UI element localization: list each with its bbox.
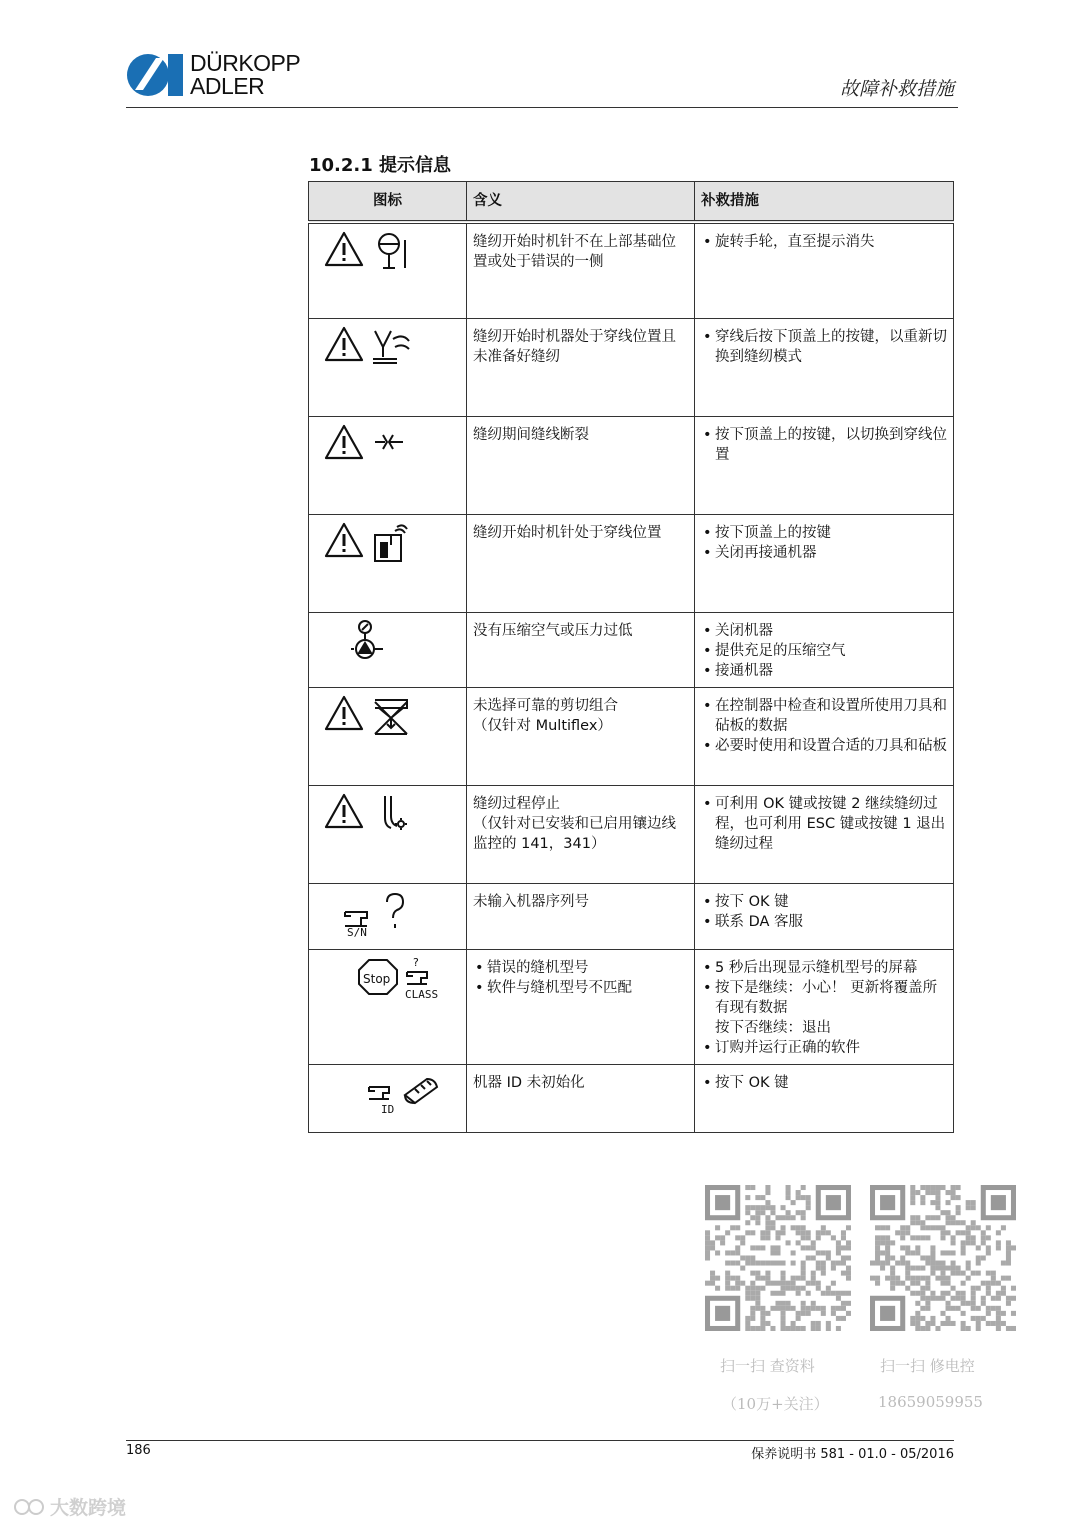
icon-cell — [309, 1064, 467, 1132]
table-row — [309, 222, 954, 318]
remedy-item: • 按下 OK 键 — [701, 1073, 947, 1093]
class-label: CLASS — [404, 987, 438, 1001]
remedy-item: • 5 秒后出现显示缝机型号的屏幕 — [701, 958, 947, 978]
table-row — [309, 949, 954, 1064]
icon-cell — [309, 416, 467, 514]
remedy-item: • 在控制器中检查和设置所使用刀具和砧板的数据 — [701, 696, 947, 736]
remedy-cell — [695, 318, 954, 416]
remedy-item: • 按下顶盖上的按键，以切换到穿线位置 — [701, 425, 947, 465]
column-header-icon: 图标 — [309, 182, 467, 223]
qr-left-subcaption: （10万+关注） — [722, 1395, 829, 1413]
remedy-item: • 关闭机器 — [701, 621, 947, 641]
remedy-item: 按下否继续：退出 — [715, 1019, 831, 1036]
meaning-text: （仅针对已安装和已启用镶边线监控的 141，341） — [473, 815, 676, 852]
icon-cell — [309, 222, 467, 318]
serial-number-missing-icon — [323, 890, 453, 938]
remedy-cell — [695, 949, 954, 1064]
stop-label: Stop — [362, 971, 390, 986]
icon-cell — [309, 949, 467, 1064]
table-row — [309, 687, 954, 785]
remedy-cell — [695, 785, 954, 883]
warning-needle-threading-icon — [323, 521, 453, 569]
table-row — [309, 416, 954, 514]
remedy-item: • 接通机器 — [701, 661, 947, 681]
column-header-meaning: 含义 — [467, 182, 695, 223]
icon-cell — [309, 318, 467, 416]
icon-cell — [309, 687, 467, 785]
page-number: 186 — [126, 1443, 151, 1458]
svg-text:?: ? — [412, 955, 419, 969]
table-header-row — [309, 182, 954, 223]
icon-cell — [309, 612, 467, 687]
qr-right-subcaption: 18659059955 — [878, 1393, 983, 1411]
remedy-item: • 旋转手轮，直至提示消失 — [701, 232, 947, 252]
id-label: ID — [380, 1102, 394, 1116]
footer-divider — [126, 1440, 954, 1441]
header-divider — [126, 107, 958, 108]
meaning-text: （仅针对 Multiflex） — [473, 717, 612, 734]
remedy-item: • 联系 DA 客服 — [701, 912, 947, 932]
brand-name: DÜRKOPP ADLER — [190, 50, 301, 99]
remedy-item: • 按下 OK 键 — [701, 892, 947, 912]
watermark-text: 大数跨境 — [50, 1497, 127, 1519]
meaning-cell — [467, 222, 695, 318]
remedy-cell — [695, 514, 954, 612]
meaning-cell — [467, 687, 695, 785]
meaning-text: 缝纫开始时机针处于穿线位置 — [473, 524, 662, 541]
meaning-cell — [467, 949, 695, 1064]
remedy-cell — [695, 416, 954, 514]
qr-right-caption: 扫一扫 修电控 — [880, 1357, 975, 1375]
qr-code-repair — [870, 1185, 1016, 1331]
table-row — [309, 612, 954, 687]
meaning-item: • 软件与缝机型号不匹配 — [473, 978, 688, 998]
icon-cell — [309, 883, 467, 949]
warning-thread-break-icon — [323, 423, 453, 467]
meaning-cell — [467, 612, 695, 687]
warning-edge-monitor-icon — [323, 792, 453, 836]
meaning-item: • 错误的缝机型号 — [473, 958, 688, 978]
meaning-cell — [467, 1064, 695, 1132]
meaning-text: 缝纫开始时机器处于穿线位置且未准备好缝纫 — [473, 328, 676, 365]
remedy-item: • 按下顶盖上的按键 — [701, 523, 947, 543]
remedy-item: • 穿线后按下顶盖上的按键，以重新切换到缝纫模式 — [701, 327, 947, 367]
meaning-cell — [467, 514, 695, 612]
remedy-item: • 关闭再接通机器 — [701, 543, 947, 563]
table-row — [309, 318, 954, 416]
meaning-text: 未输入机器序列号 — [473, 893, 589, 910]
table-row — [309, 883, 954, 949]
remedy-item: • 必要时使用和设置合适的刀具和砧板 — [701, 736, 947, 756]
icon-cell — [309, 785, 467, 883]
meaning-text: 缝纫期间缝线断裂 — [473, 426, 589, 443]
qr-code-documents — [705, 1185, 851, 1331]
meaning-text: 缝纫开始时机针不在上部基础位置或处于错误的一侧 — [473, 234, 676, 270]
meaning-cell — [467, 883, 695, 949]
meaning-cell — [467, 785, 695, 883]
meaning-cell — [467, 318, 695, 416]
stop-class-icon — [323, 956, 453, 1004]
warning-cutting-combination-icon — [323, 694, 453, 742]
warning-threading-position-icon — [323, 325, 453, 369]
remedy-item: • 按下是继续：小心！ 更新将覆盖所有现有数据 — [701, 978, 947, 1018]
meaning-cell — [467, 416, 695, 514]
meaning-text: 未选择可靠的剪切组合 — [473, 697, 618, 714]
meaning-text: 机器 ID 未初始化 — [473, 1074, 585, 1091]
watermark-logo — [12, 1494, 152, 1520]
column-header-remedy: 补救措施 — [695, 182, 954, 223]
remedy-item: • 订购并运行正确的软件 — [701, 1038, 947, 1058]
table-row — [309, 1064, 954, 1132]
meaning-text: 没有压缩空气或压力过低 — [473, 622, 633, 639]
warning-needle-position-icon — [323, 230, 453, 274]
section-title: 10.2.1 提示信息 — [309, 155, 452, 176]
fault-messages-table — [308, 181, 954, 1133]
remedy-cell — [695, 612, 954, 687]
document-info: 保养说明书 581 - 01.0 - 05/2016 — [751, 1447, 954, 1462]
remedy-item: • 可利用 OK 键或按键 2 继续缝纫过程，也可利用 ESC 键或按键 1 退出缝纫过程 — [701, 794, 947, 854]
table-row — [309, 514, 954, 612]
remedy-cell — [695, 883, 954, 949]
meaning-text: 缝纫过程停止 — [473, 795, 560, 812]
compressed-air-icon — [323, 619, 453, 663]
chapter-title: 故障补救措施 — [839, 78, 954, 100]
remedy-cell — [695, 687, 954, 785]
icon-cell — [309, 514, 467, 612]
qr-left-caption: 扫一扫 查资料 — [720, 1357, 815, 1375]
table-row — [309, 785, 954, 883]
remedy-cell — [695, 222, 954, 318]
machine-id-icon — [323, 1071, 453, 1119]
remedy-cell — [695, 1064, 954, 1132]
remedy-item: • 提供充足的压缩空气 — [701, 641, 947, 661]
serial-number-label: S/N — [346, 925, 367, 938]
